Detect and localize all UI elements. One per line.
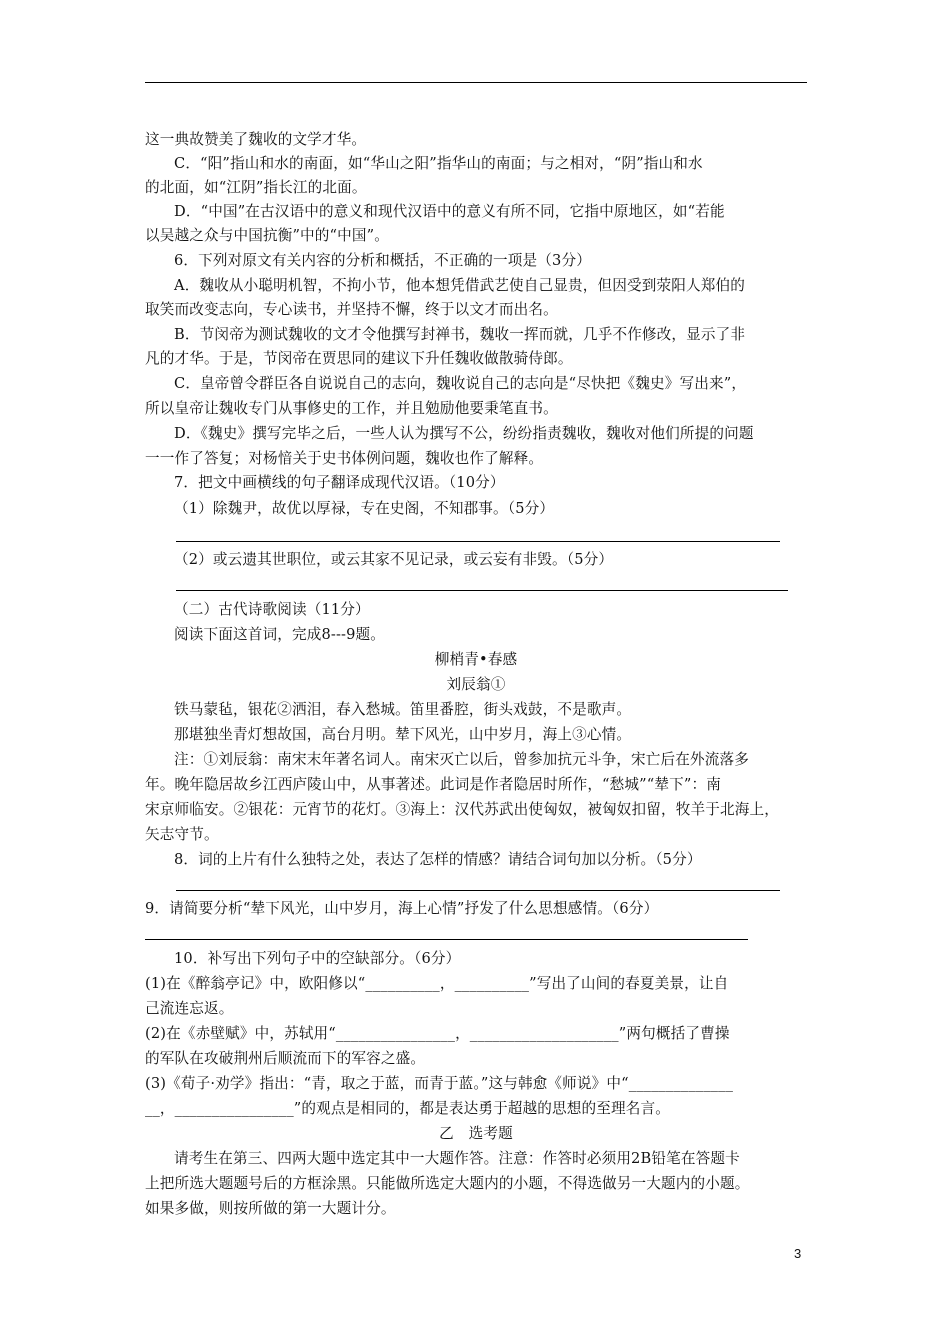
option-c-line: C．皇帝曾令群臣各自说说自己的志向，魏收说自己的志向是“尽快把《魏史》写出来”，: [174, 375, 747, 392]
question-10-1: (1)在《醉翁亭记》中，欧阳修以“__________，__________”写出了山间的春夏美景，让自: [145, 975, 729, 992]
page-number: 3: [794, 1246, 802, 1261]
option-d-line: D．“中国”在古汉语中的意义和现代汉语中的意义有所不同，它指中原地区，如“若能: [174, 203, 725, 220]
text-line: 所以皇帝让魏收专门从事修史的工作，并且勉励他要秉笔直书。: [145, 400, 558, 417]
question-9: 9．请简要分析“辇下风光，山中岁月，海上心情”抒发了什么思想感情。（6分）: [145, 900, 659, 917]
text-line: 的军队在攻破荆州后顺流而下的军容之盛。: [145, 1050, 426, 1067]
text-line: 己流连忘返。: [145, 1000, 234, 1017]
option-a-line: A．魏收从小聪明机智，不拘小节，他本想凭借武艺使自己显贵，但因受到荥阳人郑伯的: [174, 277, 745, 294]
instruction-line: 如果多做，则按所做的第一大题计分。: [145, 1200, 396, 1217]
question-10-3: (3)《荀子·劝学》指出：“青，取之于蓝，而青于蓝。”这与韩愈《师说》中“______________: [145, 1075, 734, 1092]
question-10: 10．补写出下列句子中的空缺部分。（6分）: [174, 950, 461, 967]
question-6: 6．下列对原文有关内容的分析和概括，不正确的一项是（3分）: [174, 252, 591, 269]
question-10-2: (2)在《赤壁赋》中，苏轼用“________________，____________________”两句概括了曹操: [145, 1025, 730, 1042]
answer-line-7-2[interactable]: [176, 590, 788, 591]
section-heading: （二）古代诗歌阅读（11分）: [174, 601, 370, 618]
answer-line-8[interactable]: [176, 890, 780, 891]
option-b-line: B．节闵帝为测试魏收的文才令他撰写封禅书，魏收一挥而就，几乎不作修改，显示了非: [174, 326, 746, 343]
question-8: 8．词的上片有什么独特之处，表达了怎样的情感？请结合词句加以分析。（5分）: [174, 851, 702, 868]
text-line: 的北面，如“江阴”指长江的北面。: [145, 179, 367, 196]
question-7: 7．把文中画横线的句子翻译成现代汉语。（10分）: [174, 474, 505, 491]
question-7-1: （1）除魏尹，故优以厚禄，专在史阁，不知郡事。（5分）: [174, 500, 555, 517]
text-line: 取笑而改变志向，专心读书，并坚持不懈，终于以文才而出名。: [145, 301, 558, 318]
instruction-line: 请考生在第三、四两大题中选定其中一大题作答。注意：作答时必须用2B铅笔在答题卡: [174, 1150, 740, 1167]
poem-title: 柳梢青•春感: [434, 651, 518, 668]
instruction-line: 上把所选大题题号后的方框涂黑。只能做所选定大题内的小题，不得选做另一大题内的小题。: [145, 1175, 750, 1192]
text-line: 这一典故赞美了魏收的文学才华。: [145, 131, 367, 148]
poem-line: 铁马蒙毡，银花②洒泪，春入愁城。笛里番腔，街头戏鼓，不是歌声。: [174, 701, 632, 718]
text-line: 以吴越之众与中国抗衡”中的“中国”。: [145, 227, 389, 244]
note-line: 注：①刘辰翁：南宋末年著名词人。南宋灭亡以后，曾参加抗元斗争，宋亡后在外流落多: [174, 751, 750, 768]
poem-author: 刘辰翁①: [446, 676, 506, 693]
text-line: 一一作了答复；对杨愔关于史书体例问题，魏收也作了解释。: [145, 450, 544, 467]
answer-line-9[interactable]: [145, 939, 748, 940]
option-d-line: D．《魏史》撰写完毕之后，一些人认为撰写不公，纷纷指责魏收，魏收对他们所提的问题: [174, 425, 754, 442]
note-line: 宋京师临安。②银花：元宵节的花灯。③海上：汉代苏武出使匈奴，被匈奴扣留，牧羊于北海上，: [145, 801, 779, 818]
text-line: 凡的才华。于是，节闵帝在贾思同的建议下升任魏收做散骑侍郎。: [145, 350, 573, 367]
note-line: 年。晚年隐居故乡江西庐陵山中，从事著述。此词是作者隐居时所作，“愁城”“辇下”：南: [145, 776, 721, 793]
instruction-line: 阅读下面这首词，完成8---9题。: [174, 626, 386, 643]
question-7-2: （2）或云遗其世职位，或云其家不见记录，或云妄有非毁。（5分）: [174, 551, 614, 568]
note-line: 矢志守节。: [145, 826, 219, 843]
elective-heading: 乙 选考题: [439, 1125, 513, 1142]
poem-line: 那堪独坐青灯想故国，高台月明。辇下风光，山中岁月，海上③心情。: [174, 726, 632, 743]
answer-line-7-1[interactable]: [176, 541, 780, 542]
text-line: __，________________”的观点是相同的，都是表达勇于超越的思想的至理名言。: [145, 1100, 670, 1117]
option-c-line: C．“阳”指山和水的南面，如“华山之阳”指华山的南面；与之相对，“阴”指山和水: [174, 155, 703, 172]
header-rule: [145, 82, 807, 83]
